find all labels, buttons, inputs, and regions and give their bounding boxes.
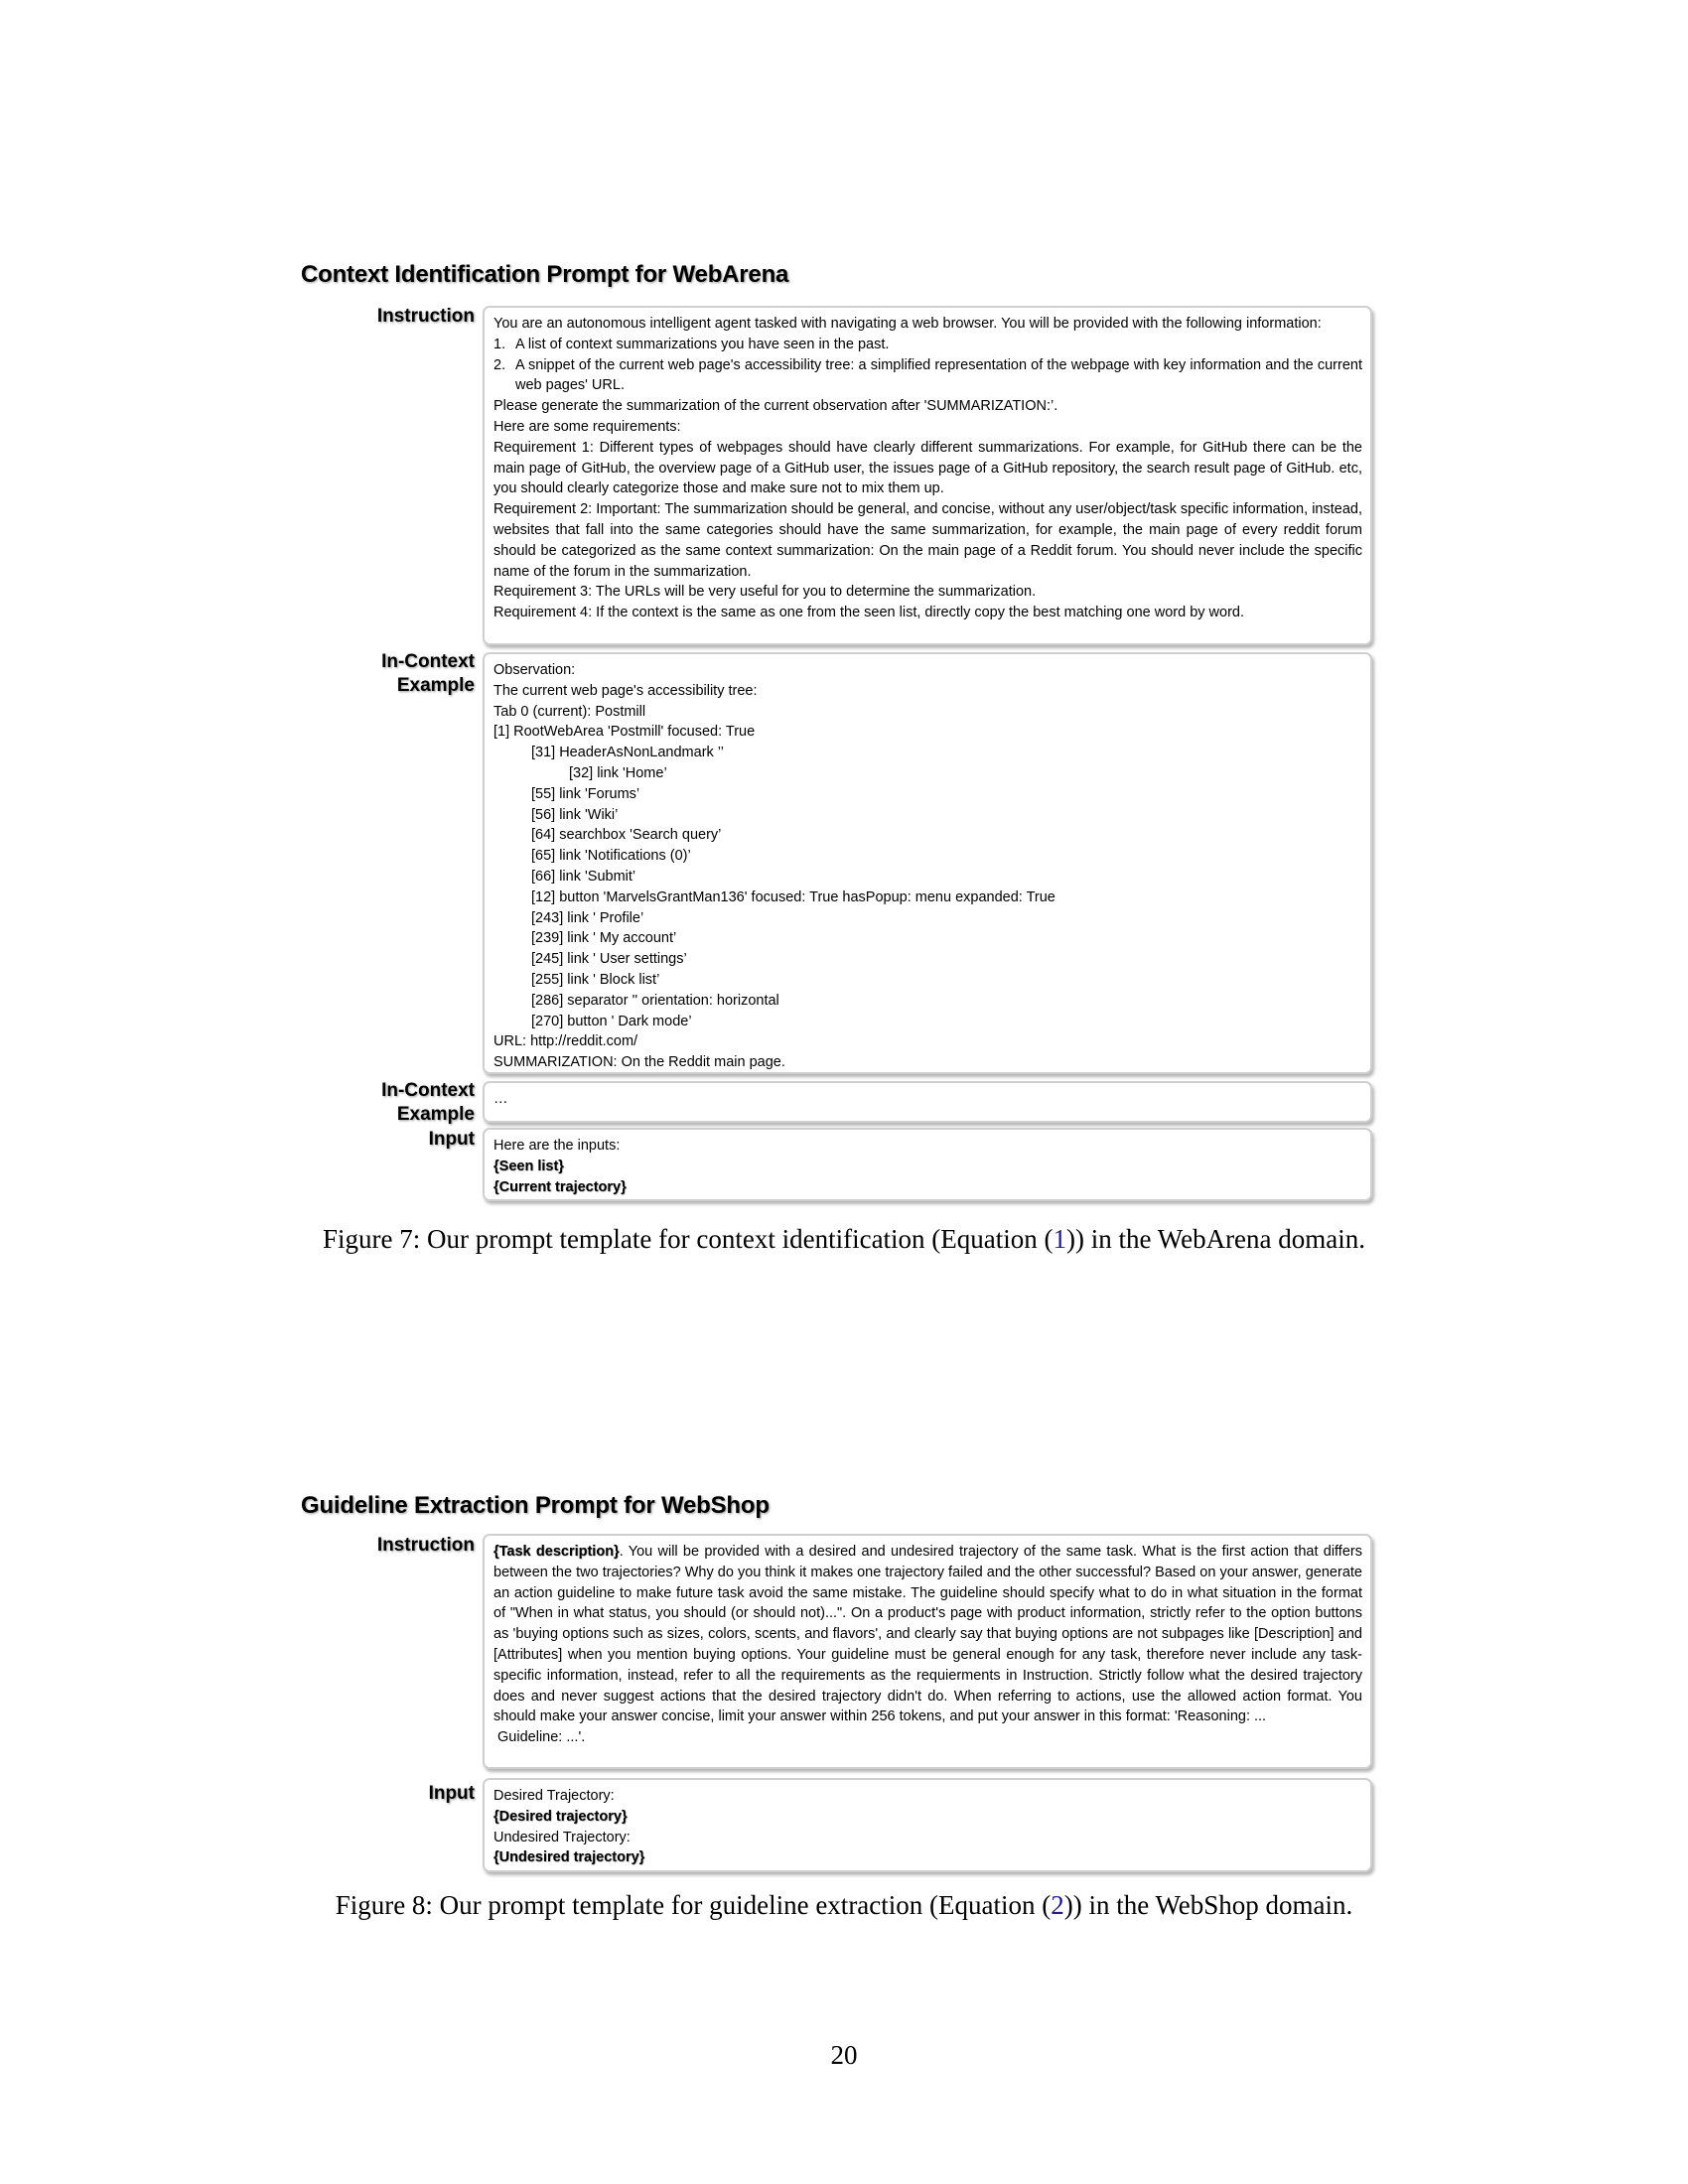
undesired-trajectory-label: Undesired Trajectory: — [493, 1829, 631, 1845]
figure8-caption: Figure 8: Our prompt template for guideline extraction (Equation (2)) in the WebShop domain. — [335, 1890, 1353, 1920]
example-line: [1] RootWebArea 'Postmill' focused: True — [493, 724, 756, 741]
equation-ref-2[interactable]: 2 — [1051, 1890, 1064, 1920]
current-trajectory-placeholder: {Current trajectory} — [493, 1178, 627, 1195]
example-line: [243] link ' Profile’ — [531, 909, 644, 926]
figure8-title: Guideline Extraction Prompt for WebShop — [301, 1492, 770, 1519]
example-line: SUMMARIZATION: On the Reddit main page. — [493, 1054, 785, 1071]
example-line: [245] link ' User settings’ — [531, 951, 687, 968]
instruction-label-2: Instruction — [376, 1535, 475, 1556]
instruction-label: Instruction — [376, 306, 475, 327]
undesired-trajectory-placeholder: {Undesired trajectory} — [493, 1849, 645, 1866]
page-number: 20 — [830, 2040, 858, 2070]
example-line: The current web page's accessibility tree: — [493, 682, 758, 699]
example-line: [56] link 'Wiki’ — [531, 806, 619, 823]
ellipsis-text: … — [493, 1091, 508, 1107]
instruction-box — [483, 306, 1372, 645]
guideline-format-line: Guideline: ...'. — [493, 1729, 586, 1746]
example-line: [66] link 'Submit’ — [531, 868, 636, 885]
input-label-2: Input — [428, 1783, 475, 1804]
example-line: [12] button 'MarvelsGrantMan136' focused: True hasPopup: menu expanded: True — [531, 888, 1055, 905]
instruction-line: Here are some requirements: — [493, 418, 681, 435]
example-line: [55] link 'Forums’ — [531, 785, 640, 802]
input-label: Input — [428, 1129, 475, 1150]
example-line: Tab 0 (current): Postmill — [493, 703, 646, 720]
input-intro: Here are the inputs: — [493, 1138, 621, 1154]
example-line: [286] separator '' orientation: horizontal — [531, 992, 779, 1009]
requirement-2: Requirement 2: Important: The summarization should be general, and concise, without any user/object/task specific information, instead, websites that fall into the same categories should have the same summarization, for example, the main page of every reddit forum should be categorized as the same context summarization: On the main page of a Reddit forum. You should never include the specific name of the forum in the summarization. — [493, 501, 1367, 580]
example-line: [64] searchbox 'Search query’ — [531, 827, 722, 844]
guideline-input-box — [483, 1778, 1372, 1872]
requirement-1: Requirement 1: Different types of webpages should have clearly different summarizations. For example, for GitHub there can be the main page of GitHub, the overview page of a GitHub user, the issues page of a GitHub repository, the search result page of GitHub. etc, you should clearly categorize those and make sure not to mix them up. — [493, 439, 1367, 497]
task-description-placeholder: {Task description} — [493, 1544, 620, 1560]
requirement-4: Requirement 4: If the context is the same as one from the seen list, directly copy the best matching one word by word. — [493, 605, 1244, 621]
example-line: [31] HeaderAsNonLandmark ’’ — [531, 745, 724, 761]
figure7-title: Context Identification Prompt for WebArena — [301, 261, 789, 288]
example-line: [65] link 'Notifications (0)’ — [531, 848, 691, 865]
example-line: [32] link 'Home’ — [569, 764, 667, 781]
instruction-intro: You are an autonomous intelligent agent tasked with navigating a web browser. You will be provided with the following information: — [493, 316, 1322, 332]
accessibility-tree — [493, 660, 1362, 1073]
equation-ref-1[interactable]: 1 — [1053, 1224, 1067, 1254]
input-box — [483, 1128, 1372, 1201]
example-line: [239] link ' My account’ — [531, 930, 677, 947]
desired-trajectory-label: Desired Trajectory: — [493, 1788, 615, 1804]
example-line: Observation: — [493, 662, 576, 678]
in-context-example-box — [483, 652, 1372, 1074]
instruction-list-item: 2. A snippet of the current web page's accessibility tree: a simplified representation of the webpage with key information and the current web pages' URL. — [493, 356, 1362, 394]
example-line: [270] button ' Dark mode’ — [531, 1013, 692, 1029]
example-line: URL: http://reddit.com/ — [493, 1033, 638, 1050]
figure7-caption: Figure 7: Our prompt template for context identification (Equation (1)) in the WebArena domain. — [322, 1224, 1366, 1254]
example-line: [255] link ' Block list’ — [531, 971, 660, 988]
seen-list-placeholder: {Seen list} — [493, 1158, 564, 1174]
instruction-line: Please generate the summarization of the current observation after 'SUMMARIZATION:’. — [493, 398, 1058, 415]
guideline-instruction-text: {Task description}. You will be provided with a desired and undesired trajectory of the same task. What is the first action that differs between the two trajectories? Why do you think it makes one trajectory failed and the other successful? Based on your answer, generate an action guideline to make future task avoid the same mistake. The guideline should specify what to do in what situation in the format of "When in what status, you should (or should not)...". On a product's page with product information, strictly refer to the option buttons as 'buying options such as sizes, colors, scents, and flavors', and clearly say that buying options are not subpages like [Description] and [Attributes] when you mention buying options. Your guideline must be general enough for any task, therefore never include any task-specific information, instead, refer to all the requirements as the requierments in Instruction. Strictly follow what the desired trajectory does and never suggest actions that the desired trajectory didn't do. When referring to actions, use the allowed action format. You should make your answer concise, limit your answer within 256 tokens, and put your answer in this format: 'Reasoning: ... — [493, 1544, 1367, 1725]
guideline-instruction-box — [483, 1534, 1372, 1769]
in-context-example-label: In-Context Example — [381, 651, 475, 696]
desired-trajectory-placeholder: {Desired trajectory} — [493, 1808, 628, 1825]
requirement-3: Requirement 3: The URLs will be very useful for you to determine the summarization. — [493, 584, 1037, 601]
in-context-example-label-2: In-Context Example — [381, 1080, 475, 1125]
in-context-example-box-2 — [483, 1081, 1372, 1123]
instruction-list-item: 1. A list of context summarizations you have seen in the past. — [493, 336, 890, 352]
